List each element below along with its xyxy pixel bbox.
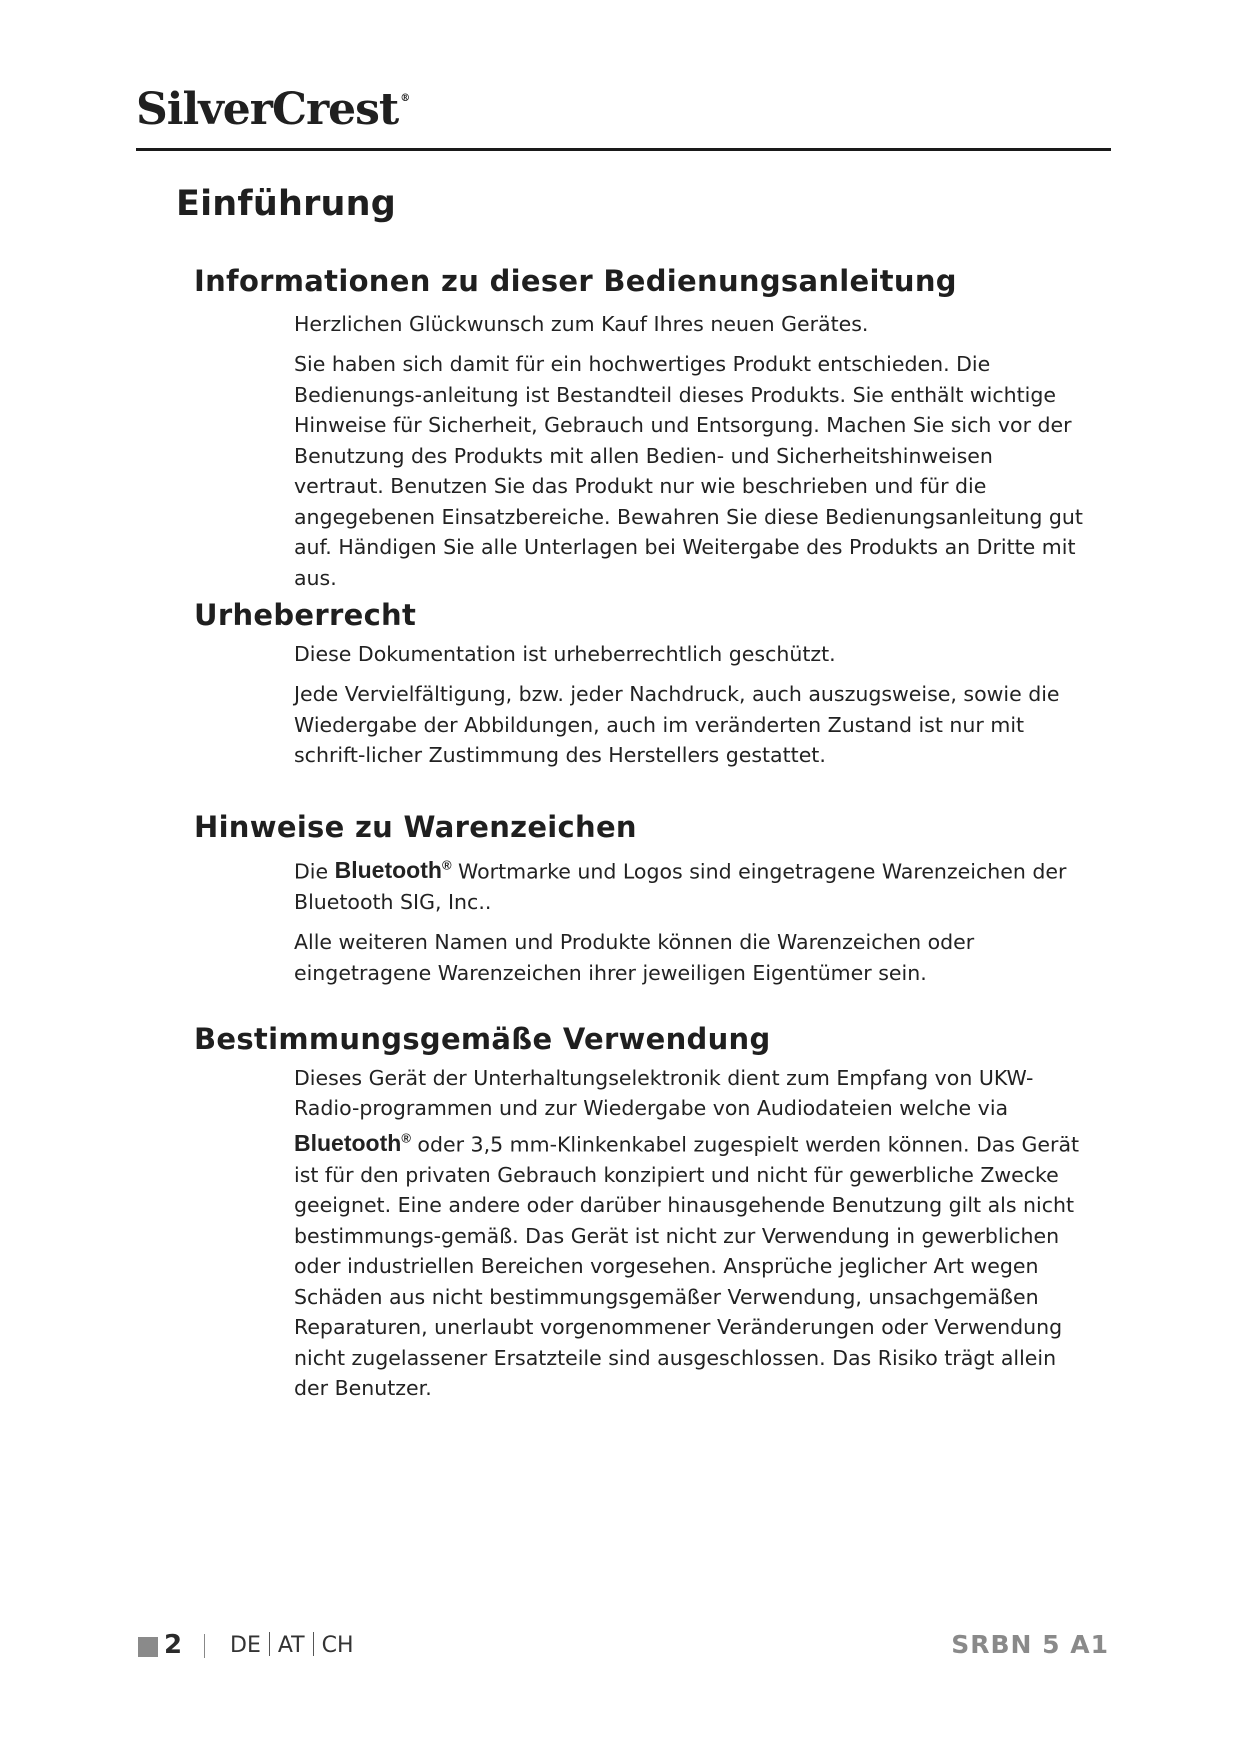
section-title: Hinweise zu Warenzeichen [194,810,637,844]
bluetooth-word: Bluetooth [334,857,442,884]
section-title: Bestimmungsgemäße Verwendung [194,1022,771,1056]
footer-square-icon [138,1637,158,1657]
paragraph: Sie haben sich damit für ein hochwertiges Produkt entschieden. Die Bedienungs-anleitung ist Bestandteil dieses Produkts. Sie enthält wichtige Hinweise für Sicherheit, Gebrauch und Entsorgung. Machen Sie sich vor der Benutzung des Produkts mit allen Bedien- und Sicherheitshinweisen vertraut. Benutzen Sie das Produkt nur wie beschrieben und für die angegebenen Einsatzbereiche. Bewahren Sie diese Bedienungsanleitung gut auf. Händigen Sie alle Unterlagen bei Weitergabe des Produkts an Dritte mit aus. [294,352,1083,590]
paragraph: Diese Dokumentation ist urheberrechtlich geschützt. [294,641,836,666]
bluetooth-word: Bluetooth [294,1130,402,1157]
paragraph: Alle weiteren Namen und Produkte können die Warenzeichen oder eingetragene Warenzeichen ihrer jeweiligen Eigentümer sein. [294,930,975,985]
header-rule [136,148,1111,151]
chapter-title: Einführung [176,184,397,224]
section-title: Informationen zu dieser Bedienungsanleitung [194,264,957,298]
language-code: AT [277,1633,305,1658]
text-span: Wortmarke und Logos sind eingetragene Warenzeichen der Bluetooth SIG, Inc.. [294,859,1067,914]
section-manual-info [194,264,1094,603]
footer-divider [313,1632,314,1656]
registered-mark: ® [441,857,452,873]
paragraph: Jede Vervielfältigung, bzw. jeder Nachdruck, auch auszugsweise, sowie die Wiedergabe der Abbildungen, auch im veränderten Zustand ist nur mit schrift-licher Zustimmung des Herstellers gestattet. [294,682,1060,768]
section-trademarks [194,810,1094,998]
language-code: CH [321,1633,354,1658]
section-title: Urheberrecht [194,598,417,632]
text-span: oder 3,5 mm-Klinkenkabel zugespielt werden können. Das Gerät ist für den privaten Gebrauch konzipiert und nicht für gewerbliche Zwecke geeignet. Eine andere oder darüber hinausgehende Benutzung gilt als nicht bestimmungs-gemäß. Das Gerät ist nicht zur Verwendung in gewerblichen oder industriellen Bereichen vorgesehen. Ansprüche jeglicher Art wegen Schäden aus nicht bestimmungsgemäßer Verwendung, unsachgemäßen Reparaturen, unerlaubt vorgenommener Veränderungen oder Verwendung nicht zugelassener Ersatzteile sind ausgeschlossen. Das Risiko trägt allein der Benutzer. [294,1132,1080,1401]
section-copyright [194,598,1094,781]
footer-languages [230,1632,354,1658]
bluetooth-wordmark [294,1130,411,1156]
brand-logo [136,84,410,135]
text-span: Dieses Gerät der Unterhaltungselektronik dient zum Empfang von UKW-Radio-programmen und zur Wiedergabe von Audiodateien welche via [294,1065,1034,1121]
bluetooth-wordmark [335,857,452,883]
footer-divider [269,1632,270,1656]
paragraph [294,851,1084,918]
brand-logo-text: SilverCrest [136,84,399,135]
page-number: 2 [164,1630,183,1660]
paragraph: Herzlichen Glückwunsch zum Kauf Ihres neuen Gerätes. [294,311,869,336]
language-code: DE [230,1633,261,1658]
brand-registered-mark: ® [400,93,410,104]
page-footer [136,1628,1111,1664]
paragraph [294,1063,1084,1404]
model-number: SRBN 5 A1 [951,1630,1109,1659]
section-intended-use [194,1022,1094,1414]
text-span: Die [294,859,335,884]
footer-divider [204,1634,205,1658]
registered-mark: ® [401,1130,411,1146]
